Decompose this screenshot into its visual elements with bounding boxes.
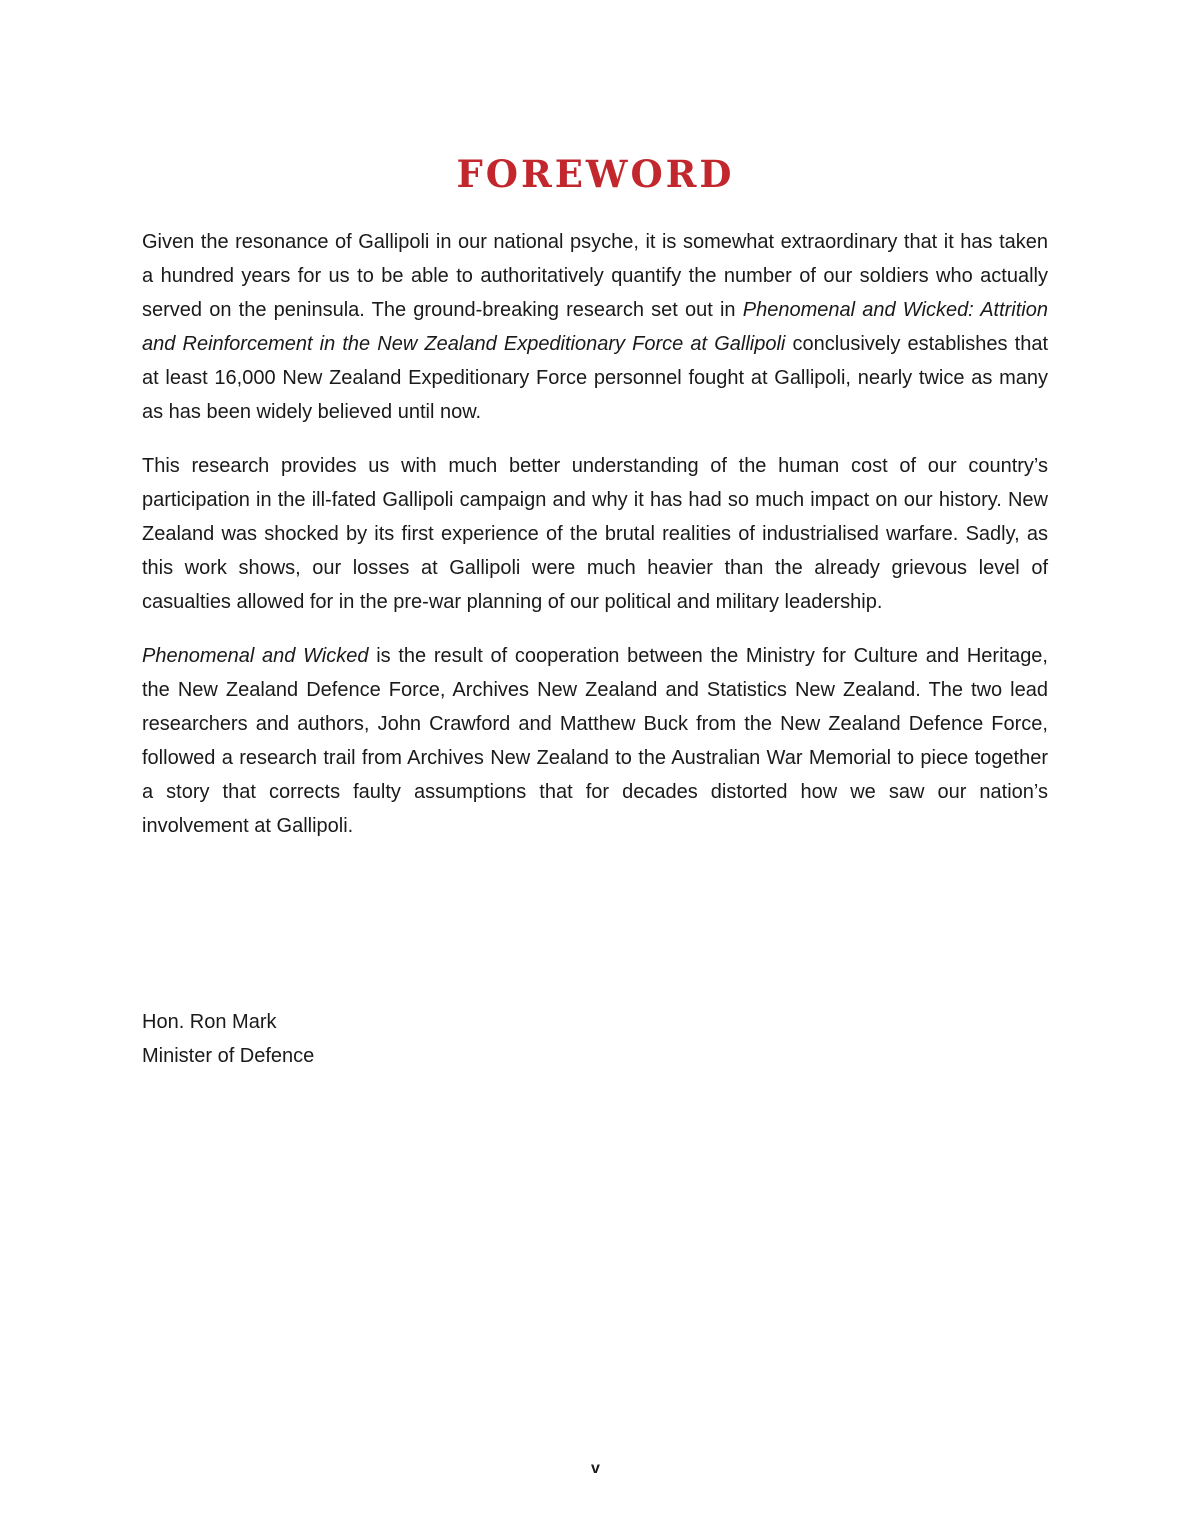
- foreword-body: [142, 225, 1048, 863]
- paragraph-2-text: This research provides us with much better understanding of the human cost of our country’s participation in the ill-fated Gallipoli campaign and why it has had so much impact on our history. New Zealand was shocked by its first experience of the brutal realities of industrialised warfare. Sadly, as this work shows, our losses at Gallipoli were much heavier than the already grievous level of casualties allowed for in the pre-war planning of our political and military leadership.: [142, 455, 1048, 613]
- signature-block: [142, 1005, 314, 1073]
- paragraph-3: [142, 639, 1048, 843]
- signatory-role: Minister of Defence: [142, 1045, 315, 1067]
- signatory-name: Hon. Ron Mark: [142, 1011, 277, 1033]
- page-number: v: [591, 1460, 600, 1477]
- book-title-italic: Phenomenal and Wicked: Attrition and Reinforcement in the New Zealand Expeditionary Force at Gallipoli: [142, 299, 1048, 355]
- paragraph-3-text: is the result of cooperation between the Ministry for Culture and Heritage, the New Zealand Defence Force, Archives New Zealand and Statistics New Zealand. The two lead researchers and authors, John Crawford and Matthew Buck from the New Zealand Defence Force, followed a research trail from Archives New Zealand to the Australian War Memorial to piece together a story that corrects faulty assumptions that for decades distorted how we saw our nation’s involvement at Gallipoli.: [142, 645, 1048, 837]
- paragraph-1-text-b: conclusively establishes that at least 16,000 New Zealand Expeditionary Force personnel fought at Gallipoli, nearly twice as many as has been widely believed until now.: [142, 333, 1049, 423]
- paragraph-1: [142, 225, 1048, 429]
- paragraph-1-text-a: Given the resonance of Gallipoli in our national psyche, it is somewhat extraordinary that it has taken a hundred years for us to be able to authoritatively quantify the number of our soldiers who actually served on the peninsula. The ground-breaking research set out in: [142, 231, 1048, 321]
- paragraph-2: [142, 449, 1048, 619]
- page-title: FOREWORD: [456, 152, 735, 196]
- book-title-short-italic: Phenomenal and Wicked: [142, 645, 369, 667]
